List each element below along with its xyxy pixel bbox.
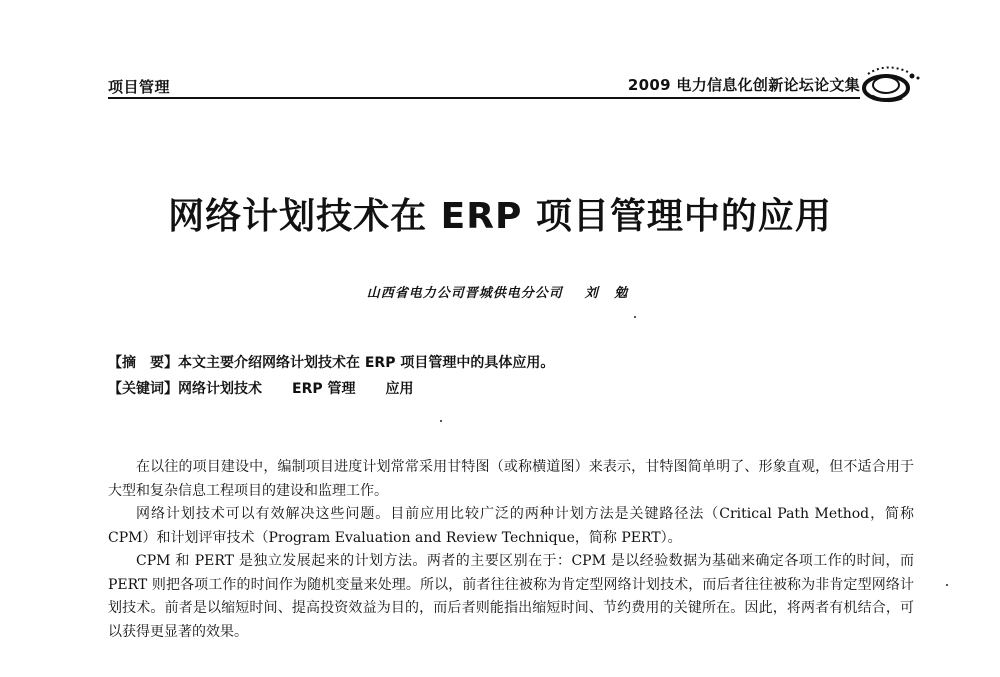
conference-logo-icon — [858, 58, 922, 108]
author-name: 刘 勉 — [584, 286, 634, 301]
keywords — [108, 378, 413, 398]
scan-speck — [440, 420, 442, 422]
keywords-label: 【关键词】 — [108, 381, 178, 397]
section-label: 项目管理 — [108, 78, 171, 96]
scan-speck — [634, 316, 636, 318]
keyword: 应用 — [385, 381, 414, 397]
keyword: ERP 管理 — [292, 381, 356, 397]
running-header — [108, 70, 860, 100]
body-paragraph: 在以往的项目建设中，编制项目进度计划常常采用甘特图（或称横道图）来表示，甘特图简单明了、形象直观，但不适合用于大型和复杂信息工程项目的建设和监理工作。 — [108, 459, 914, 499]
author-affiliation: 山西省电力公司晋城供电分公司 — [366, 286, 563, 301]
scan-speck — [946, 584, 948, 586]
abstract — [108, 352, 554, 372]
keyword: 网络计划技术 — [178, 381, 262, 397]
paper-title: 网络计划技术在 ERP 项目管理中的应用 — [168, 196, 832, 237]
abstract-label: 【摘 要】 — [108, 355, 178, 371]
header-rule — [108, 97, 860, 99]
abstract-text: 本文主要介绍网络计划技术在 ERP 项目管理中的具体应用。 — [178, 355, 555, 371]
byline — [0, 282, 1000, 301]
body-paragraph: 网络计划技术可以有效解决这些问题。目前应用比较广泛的两种计划方法是关键路径法（Critical Path Method，简称 CPM）和计划评审技术（Program Evaluation and Review Technique，简称 PERT）。 — [108, 506, 914, 546]
body-paragraph: CPM 和 PERT 是独立发展起来的计划方法。两者的主要区别在于：CPM 是以经验数据为基础来确定各项工作的时间，而 PERT 则把各项工作的时间作为随机变量来处理。所以，前者往往被称为肯定型网络计划技术，而后者往往被称为非肯定型网络计划技术。前者是以缩短时间、提高投资效益为目的，而后者则能指出缩短时间、节约费用的关键所在。因此，将两者有机结合，可以获得更显著的效果。 — [108, 553, 914, 640]
body-text — [108, 456, 914, 644]
journal-name: 2009 电力信息化创新论坛论文集 — [627, 76, 860, 94]
